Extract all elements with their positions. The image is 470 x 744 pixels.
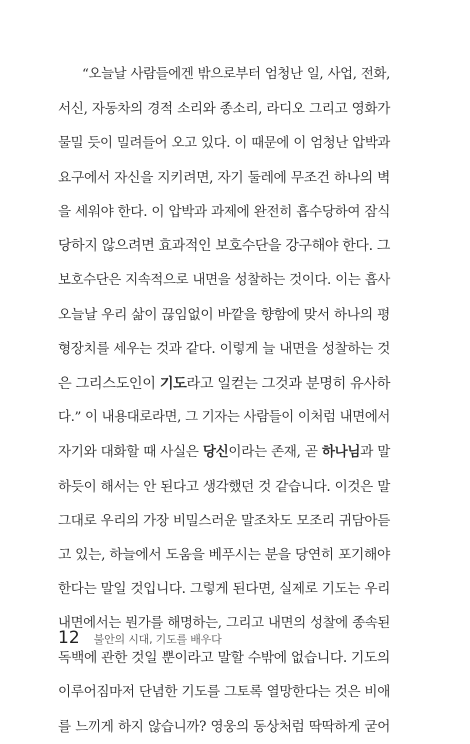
page-number: 12: [58, 628, 80, 648]
text-line: [58, 572, 390, 606]
text-segment: 물밀 듯이 밀려들어 오고 있다. 이 때문에 이 엄청난 압박과: [58, 135, 390, 151]
text-segment: 내면에서는 뭔가를 해명하는, 그리고 내면의 성찰에 종속된: [58, 615, 390, 631]
text-segment: 고 있는, 하늘에서 도움을 베푸시는 분을 당연히 포기해야: [58, 547, 390, 564]
text-segment: 요구에서 자신을 지키려면, 자기 둘레에 무조건 하나의 벽: [58, 169, 390, 186]
text-line: [58, 127, 390, 161]
text-segment: 당하지 않으려면 효과적인 보호수단을 강구해야 한다. 그: [58, 238, 390, 255]
text-segment: 를 느끼게 하지 않습니까? 영웅의 동상처럼 딱딱하게 굳어: [58, 718, 390, 735]
text-segment: 은 그리스도인이: [58, 375, 160, 392]
text-line: [58, 367, 390, 401]
text-segment: 다.” 이 내용대로라면, 그 기자는 사람들이 이처럼 내면에서: [58, 409, 390, 425]
running-title: 불안의 시대, 기도를 배우다: [93, 633, 222, 646]
text-line: [58, 435, 390, 469]
text-segment: 과 말: [360, 444, 391, 461]
page-footer: [58, 628, 222, 650]
text-segment: 자기와 대화할 때 사실은: [58, 444, 203, 461]
text-line: [58, 229, 390, 263]
emphasized-text: 기도: [159, 375, 187, 392]
text-line: [58, 161, 390, 195]
text-segment: 라고 일컫는 그것과 분명히 유사하: [186, 375, 391, 392]
text-line: [58, 92, 390, 126]
text-segment: 한다는 말일 것입니다. 그렇게 된다면, 실제로 기도는 우리: [58, 581, 390, 598]
text-segment: 이루어짐마저 단념한 기도를 그토록 열망한다는 것은 비애: [58, 684, 390, 701]
emphasized-text: 하나님: [321, 444, 361, 461]
text-line: [58, 538, 390, 572]
text-segment: 형장치를 세우는 것과 같다. 이렇게 늘 내면을 성찰하는 것: [58, 341, 390, 358]
emphasized-text: 당신: [202, 444, 229, 461]
text-line: [58, 298, 390, 332]
text-segment: 서신, 자동차의 경적 소리와 종소리, 라디오 그리고 영화가: [58, 101, 390, 118]
text-segment: 독백에 관한 것일 뿐이라고 말할 수밖에 없습니다. 기도의: [58, 650, 390, 667]
text-segment: 이라는 존재, 곧: [228, 444, 322, 461]
text-segment: 보호수단은 지속적으로 내면을 성찰하는 것이다. 이는 흡사: [58, 272, 390, 288]
text-segment: “오늘날 사람들에겐 밖으로부터 엄청난 일, 사업, 전화,: [82, 67, 390, 82]
text-line: [58, 58, 390, 92]
text-segment: 하듯이 해서는 안 된다고 생각했던 것 같습니다. 이것은 말: [58, 478, 390, 495]
text-line: [58, 504, 390, 538]
text-line: [58, 470, 390, 504]
text-line: [58, 710, 390, 744]
text-segment: 을 세워야 한다. 이 압박과 과제에 완전히 흡수당하여 잠식: [58, 204, 390, 221]
text-segment: 오늘날 우리 삶이 끊임없이 바깥을 향함에 맞서 하나의 평: [58, 307, 390, 324]
text-segment: 그대로 우리의 가장 비밀스러운 말조차도 모조리 귀담아듣: [58, 512, 390, 529]
text-line: [58, 332, 390, 366]
text-line: [58, 675, 390, 709]
text-line: [58, 195, 390, 229]
text-line: [58, 401, 390, 435]
text-line: [58, 264, 390, 298]
